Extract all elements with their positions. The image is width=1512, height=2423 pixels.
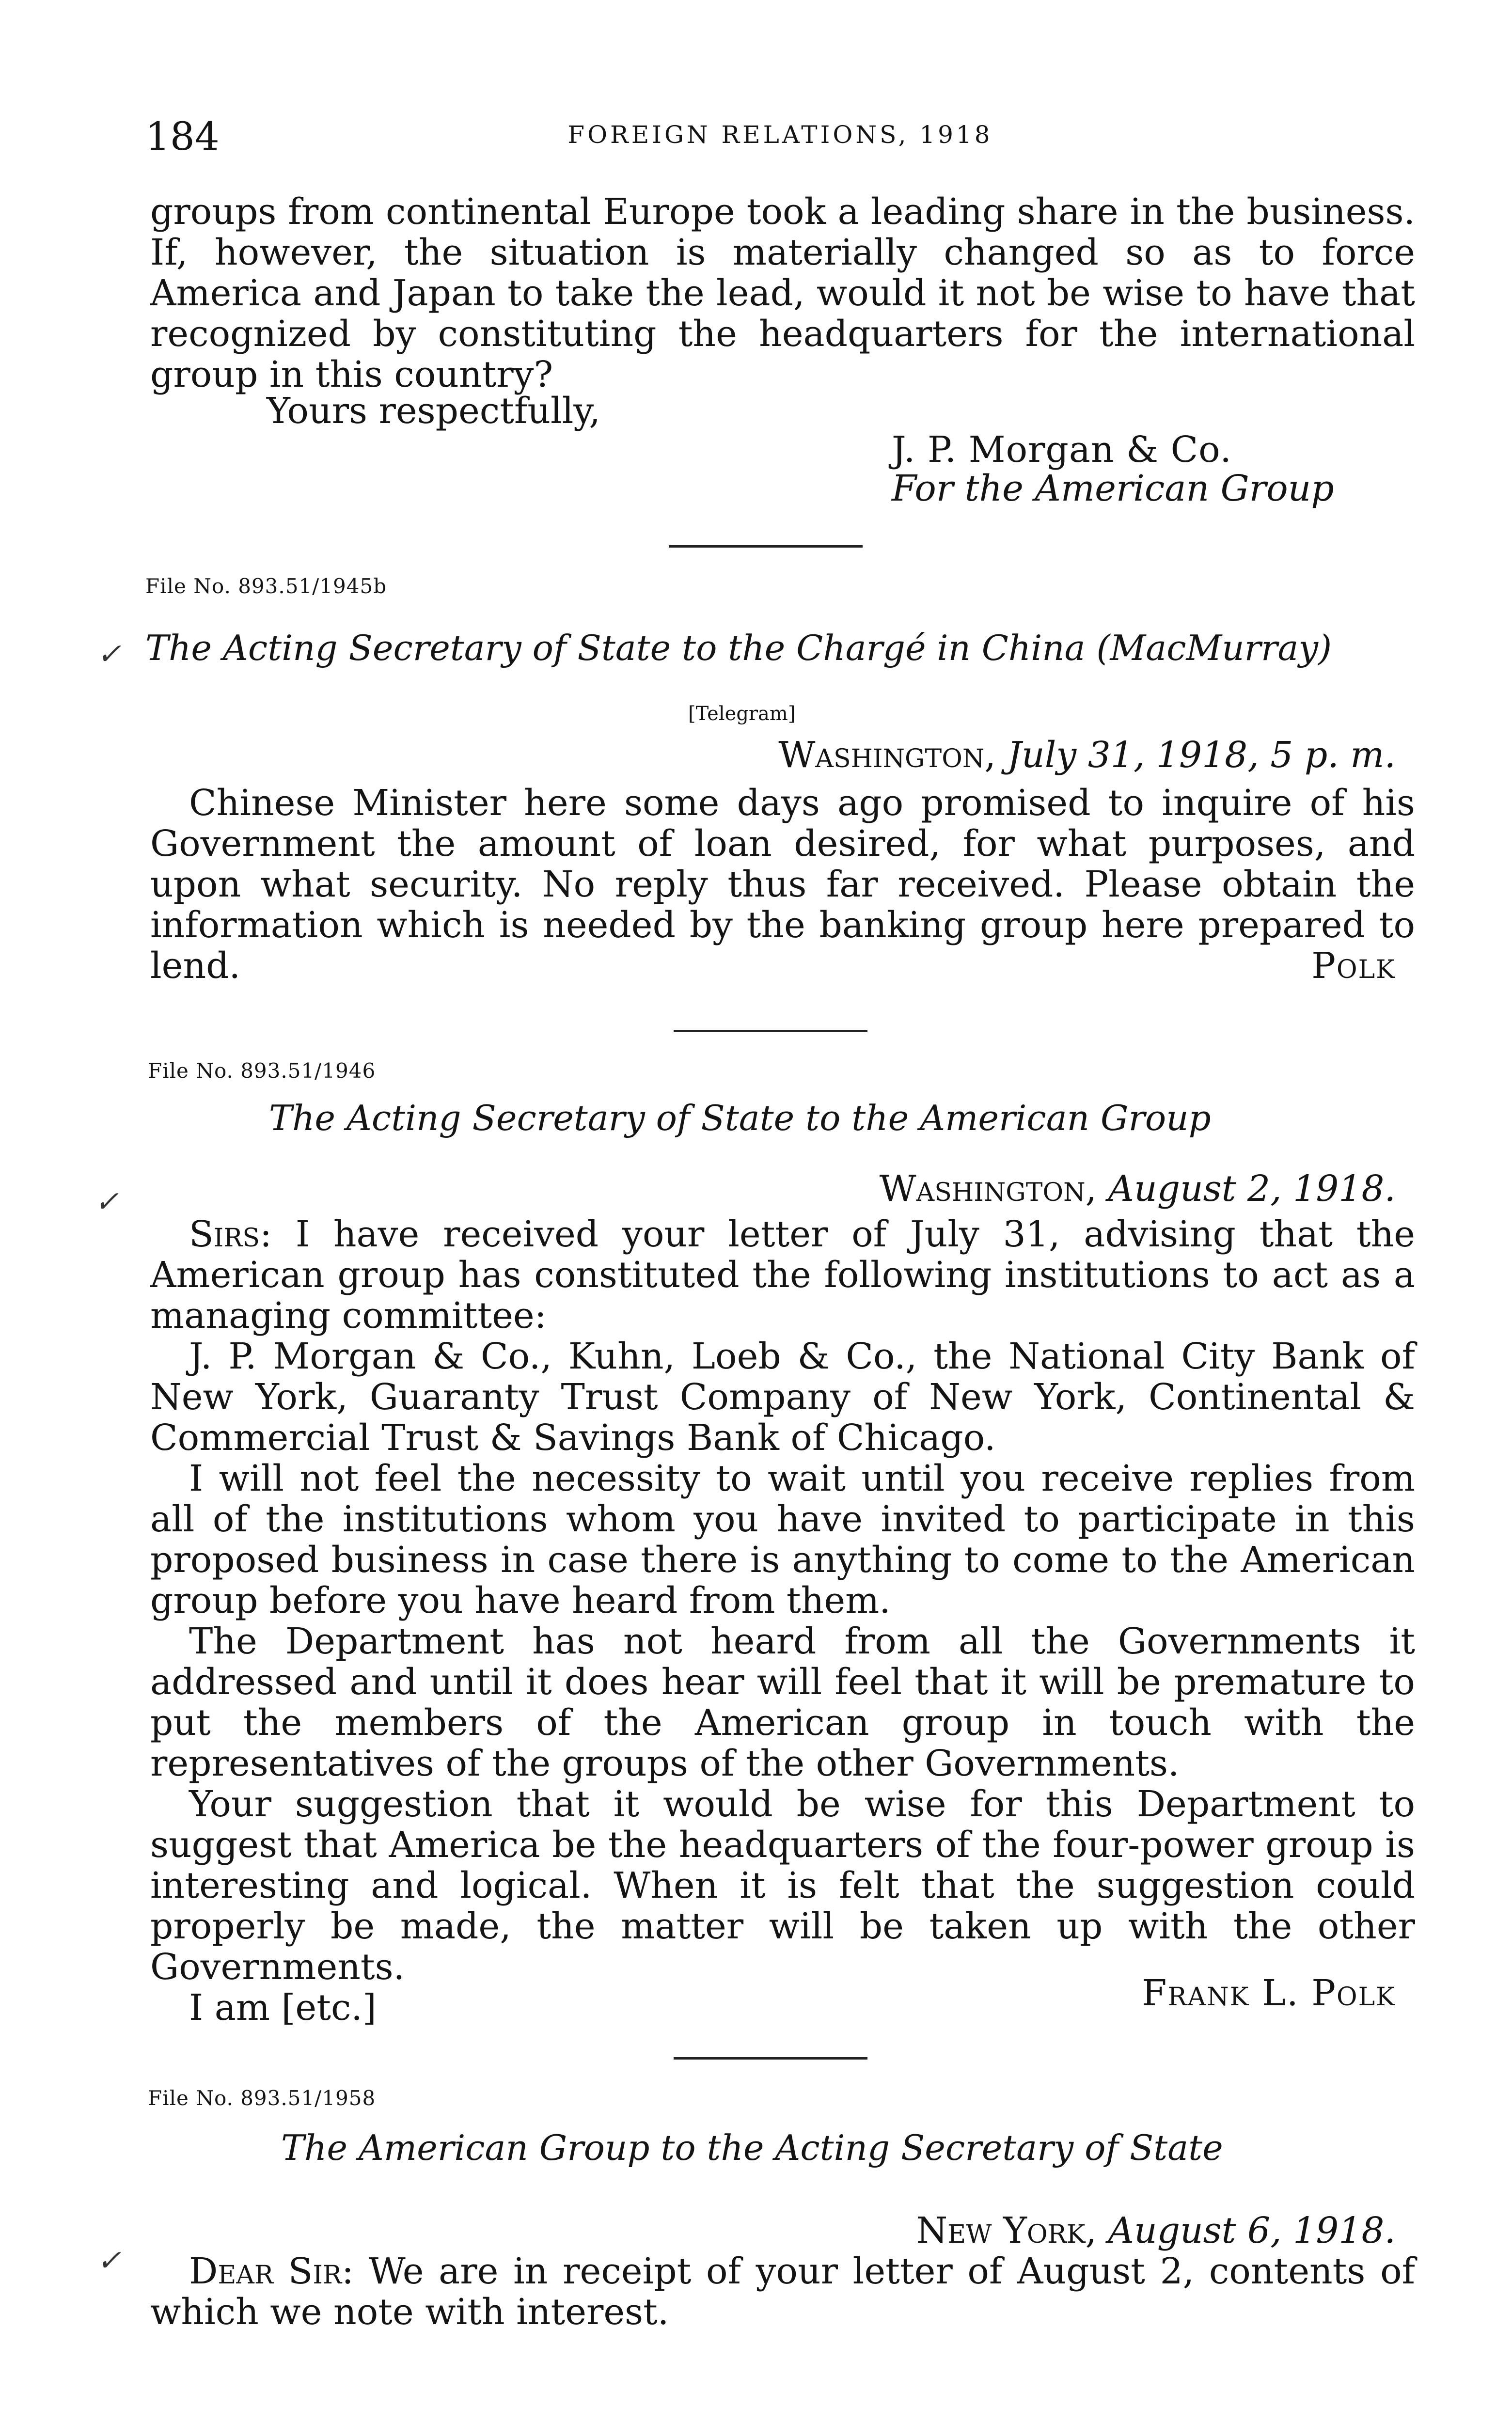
section-divider bbox=[674, 1030, 867, 1032]
margin-check-mark: ✓ bbox=[97, 2244, 122, 2278]
signature: Frank L. Polk bbox=[1142, 1972, 1396, 2014]
dateline-date: August 2, 1918. bbox=[1108, 1168, 1396, 1210]
margin-check-mark: ✓ bbox=[94, 1185, 119, 1219]
dateline bbox=[778, 734, 1396, 776]
body-paragraph bbox=[150, 2251, 1415, 2332]
document-body bbox=[150, 2251, 1415, 2332]
salutation: Sirs: bbox=[189, 1213, 272, 1255]
body-paragraph: The Department has not heard from all the Governments it addressed and until it does hear will feel that it will be premature to put the members of the American group in touch with the representatives of the groups of the other Governments. bbox=[150, 1621, 1415, 1784]
body-paragraph: Chinese Minister here some days ago promised to inquire of his Government the amount of loan desired, for what purposes, and upon what security. No reply thus far received. Please obtain the information which is needed by the banking group here prepared to lend. bbox=[150, 782, 1415, 987]
dateline-place: Washington, bbox=[879, 1168, 1097, 1210]
running-title: FOREIGN RELATIONS, 1918 bbox=[567, 121, 993, 149]
document-title: The American Group to the Acting Secretary of State bbox=[281, 2127, 1223, 2168]
page-number: 184 bbox=[145, 114, 220, 159]
closing: I am [etc.] bbox=[189, 1987, 377, 2029]
opening-paragraph-block bbox=[150, 191, 1415, 395]
body-paragraph: J. P. Morgan & Co., Kuhn, Loeb & Co., the National City Bank of New York, Guaranty Trust Company of New York, Continental & Commercial Trust & Savings Bank of Chicago. bbox=[150, 1336, 1415, 1459]
document-title: The Acting Secretary of State to the Chargé in China (MacMurray) bbox=[145, 628, 1332, 668]
file-number: File No. 893.51/1945b bbox=[145, 574, 387, 598]
section-divider bbox=[674, 2057, 867, 2060]
paragraph-text: We are in receipt of your letter of August 2, contents of which we note with interest. bbox=[150, 2250, 1416, 2333]
file-number: File No. 893.51/1958 bbox=[148, 2086, 376, 2110]
body-paragraph bbox=[150, 1214, 1415, 1336]
document-body bbox=[150, 783, 1415, 986]
opening-signer-for: For the American Group bbox=[892, 468, 1334, 509]
salutation: Dear Sir: bbox=[189, 2250, 354, 2292]
paragraph-text: I have received your letter of July 31, advising that the American group has constituted the following institutions to act as a managing committee: bbox=[150, 1213, 1415, 1337]
telegram-note: [Telegram] bbox=[688, 703, 796, 725]
body-paragraph: I will not feel the necessity to wait until you receive replies from all of the institutions whom you have invited to participate in this proposed business in case there is anything to come to the American group before you have heard from them. bbox=[150, 1458, 1415, 1621]
opening-signer: J. P. Morgan & Co. bbox=[892, 429, 1232, 471]
margin-check-mark: ✓ bbox=[97, 637, 122, 671]
section-divider bbox=[669, 545, 863, 548]
dateline bbox=[880, 1168, 1396, 1210]
body-paragraph: Your suggestion that it would be wise for this Department to suggest that America be the headquarters of the four-power group is interesting and logical. When it is felt that the suggestion could properly be made, the matter will be taken up with the other Governments. bbox=[150, 1783, 1415, 1988]
opening-closing: Yours respectfully, bbox=[267, 390, 600, 432]
running-head bbox=[145, 114, 1415, 172]
signature: Polk bbox=[1311, 945, 1396, 987]
file-number: File No. 893.51/1946 bbox=[148, 1059, 376, 1083]
dateline-date: July 31, 1918, 5 p. m. bbox=[1007, 734, 1396, 776]
document-title: The Acting Secretary of State to the American Group bbox=[269, 1098, 1211, 1138]
opening-paragraph: groups from continental Europe took a leading share in the business. If, however, the situation is materially changed so as to force America and Japan to take the lead, would it not be wise to have that recognized by constituting the headquarters for the international group in this country? bbox=[150, 191, 1415, 395]
dateline-date: August 6, 1918. bbox=[1108, 2210, 1396, 2251]
document-body bbox=[150, 1214, 1415, 2028]
dateline bbox=[916, 2210, 1396, 2251]
dateline-place: New York, bbox=[916, 2210, 1097, 2251]
dateline-place: Washington, bbox=[778, 734, 996, 776]
